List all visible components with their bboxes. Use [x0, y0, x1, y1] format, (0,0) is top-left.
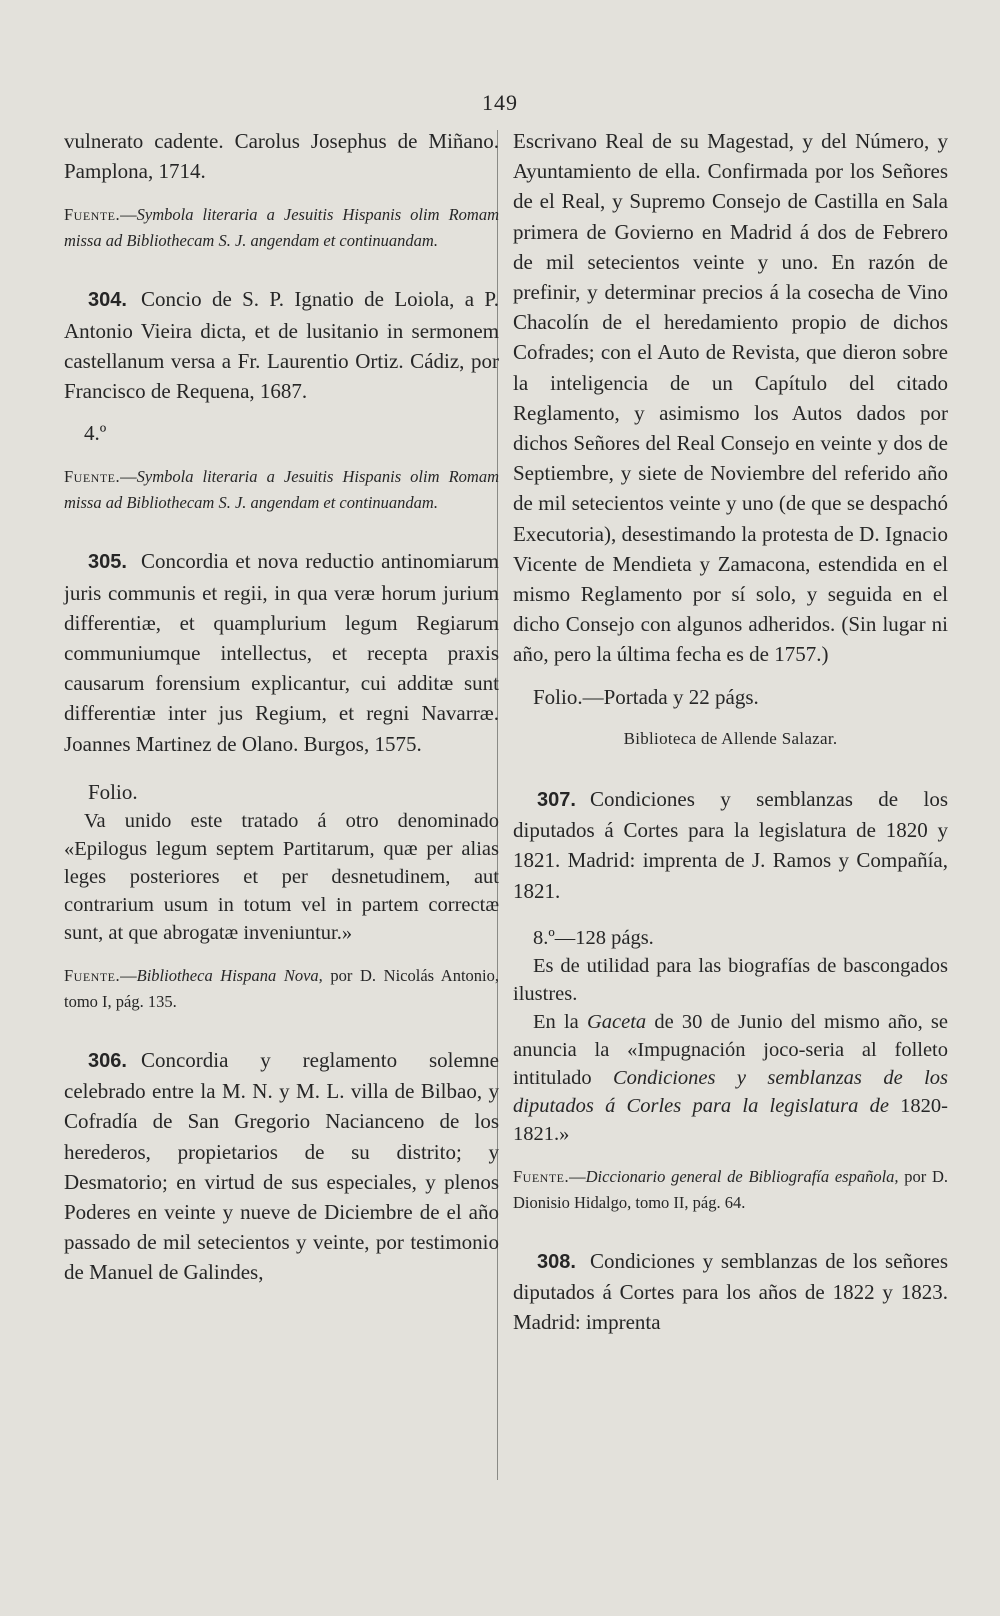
- entry-304-source: Fuente.—Symbola literaria a Jesuitis Hispanis olim Romam missa ad Bibliothecam S. J. angendam et continuandam.: [64, 467, 499, 513]
- entry-number: 308.: [537, 1250, 576, 1273]
- entry-text: Concordia et nova reductio antinomiarum juris communis et regii, in qua veræ horum jurium differentiæ, et quamplurium legum Regiarum communiumque intellectus, et recepta praxis causarum forensium explicantur, cui additæ sunt differentiæ inter jus Regium, et regni Navarræ. Joannes Martinez de Olano. Burgos, 1575.: [64, 549, 499, 756]
- entry-306-library: Biblioteca de Allende Salazar.: [623, 728, 838, 748]
- entry-text: Condiciones y semblanzas de los diputados á Cortes para la legislatura de 1820 y 1821. Madrid: imprenta de J. Ramos y Compañía, 1821.: [513, 787, 948, 903]
- page-number: 149: [482, 90, 518, 115]
- entry-text: Concordia y reglamento solemne celebrado entre la M. N. y M. L. villa de Bilbao, y Cofradía de San Gregorio Nacianceno de los herederos, propietarios de su distrito; y Desmatorio; en virtud de sus especiales, y plenos Poderes en veinte y nueve de Diciembre de el año passado de mil setecientos y veinte, por testimonio de Manuel de Galindes,: [64, 1048, 499, 1285]
- entry-307-note-1: Es de utilidad para las biografías de bascongados ilustres.: [513, 954, 948, 1005]
- source-note-1: Fuente.—Symbola literaria a Jesuitis Hispanis olim Romam missa ad Bibliothecam S. J. angendam et continuandam.: [64, 205, 499, 251]
- entry-text: Condiciones y semblanzas de los señores diputados á Cortes para los años de 1822 y 1823. Madrid: imprenta: [513, 1248, 948, 1335]
- entry-305-source: Fuente.—Bibliotheca Hispana Nova, por D. Nicolás Antonio, tomo I, pág. 135.: [64, 966, 499, 1012]
- entry-307-source: Fuente.—Diccionario general de Bibliografía española, por D. Dionisio Hidalgo, tomo II, pág. 64.: [513, 1166, 948, 1212]
- entry-307: [513, 784, 948, 906]
- entry-305-note: Va unido este tratado á otro denominado «Epilogus legum septem Partitarum, quæ per alias leges posteriores et per desnetudinem, aut contrarium usum in totum vel in partem correctæ sunt, at que abrogatæ inveniuntur.»: [64, 810, 499, 945]
- entry-308: [513, 1246, 948, 1338]
- source-label: Fuente.: [64, 205, 121, 225]
- entry-number: 306.: [88, 1050, 127, 1073]
- entry-305-format: Folio.: [88, 779, 138, 804]
- intro-text: vulnerato cadente. Carolus Josephus de Miñano. Pamplona, 1714.: [64, 129, 499, 184]
- entry-text: Concio de S. P. Ignatio de Loiola, a P. Antonio Vieira dicta, et de lusitanio in sermonem castellanum versa a Fr. Laurentio Ortiz. Cádiz, por Francisco de Requena, 1687.: [64, 287, 499, 404]
- entry-307-note-2: En la Gaceta de 30 de Junio del mismo año, se anuncia la «Impugnación joco-seria al folleto intitulado Condiciones y semblanzas de los diputados á Corles para la legislatura de 1820-1821.»: [513, 1010, 949, 1145]
- right-column: [513, 126, 948, 1337]
- entry-number: 304.: [88, 289, 127, 312]
- entry-306-continuation: Escrivano Real de su Magestad, y del Número, y Ayuntamiento de ella. Confirmada por los Señores de el Real, y Supremo Consejo de Castilla en Sala primera de Govierno en Madrid á dos de Febrero de mil setecientos veinte y uno. En razón de prefinir, y determinar precios á la cosecha de Vino Chacolín de el heredamiento propio de dichos Cofrades; con el Auto de Revista, que dieron sobre la inteligencia de un Capítulo del citado Reglamento, y asimismo los Autos dados por dichos Señores del Real Consejo en veinte y dos de Septiembre, y siete de Noviembre del referido año de mil setecientos veinte y uno (de que se despachó Executoria), desestimando la protesta de D. Ignacio Vicente de Mendieta y Zamacona, estendida en el mismo Reglamento por sí solo, y seguida en el dicho Consejo con algunos adheridos. (Sin lugar ni año, pero la última fecha es de 1757.): [513, 129, 948, 667]
- entry-304: [64, 284, 499, 406]
- entry-304-format: 4.º: [84, 421, 107, 446]
- entry-306: [64, 1045, 499, 1288]
- entry-306-format: Folio.—Portada y 22 págs.: [533, 684, 759, 709]
- entry-number: 305.: [88, 551, 127, 574]
- entry-305: [64, 546, 499, 758]
- entry-307-format: 8.º—128 págs.: [533, 926, 654, 949]
- entry-number: 307.: [537, 789, 576, 812]
- source-text: Symbola literaria a Jesuitis Hispanis olim Romam missa ad Bibliothecam S. J. angendam et continuandam.: [64, 205, 499, 251]
- left-column: [64, 126, 499, 1288]
